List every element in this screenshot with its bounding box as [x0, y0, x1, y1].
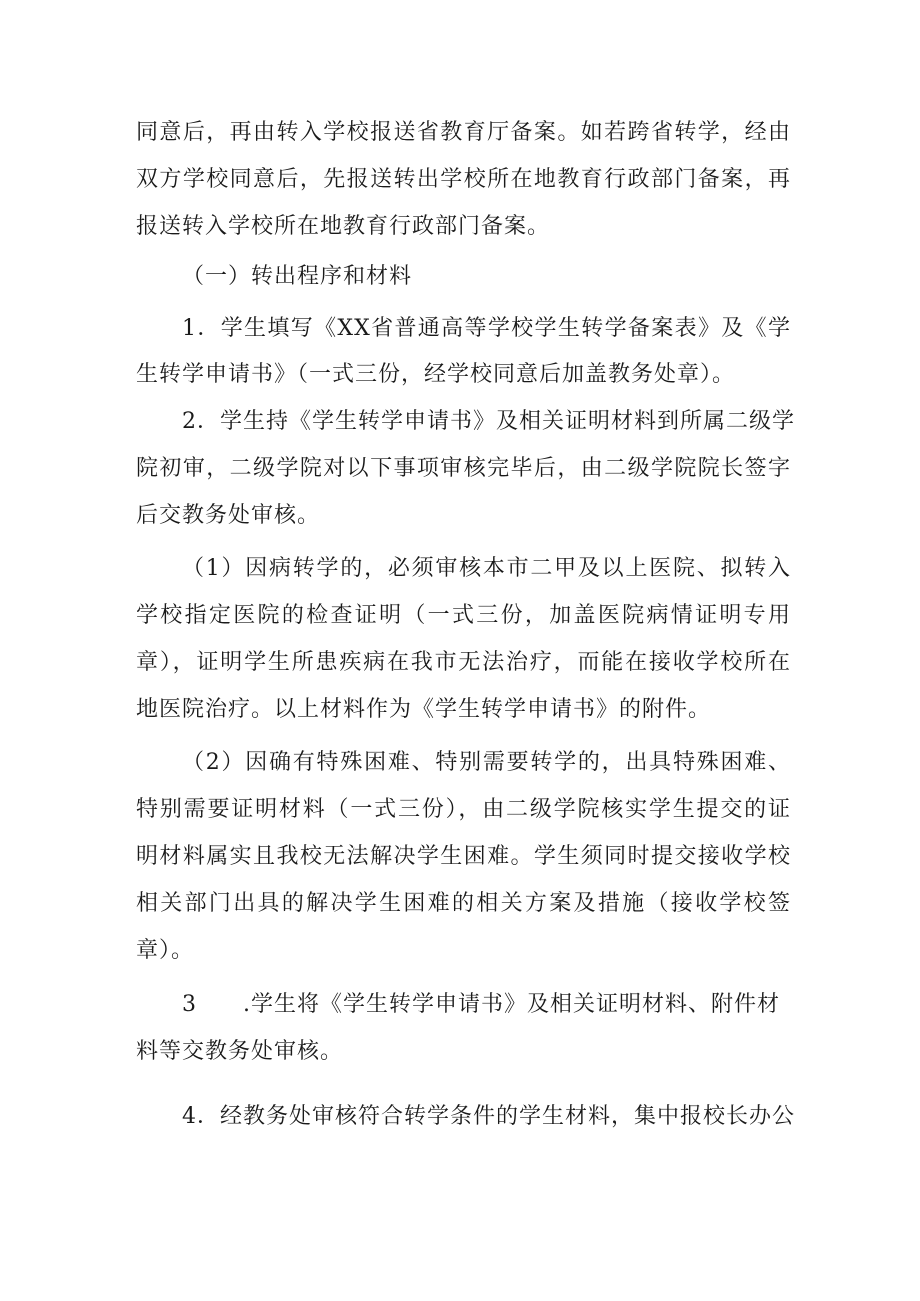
subitem-1-line-4: 地医院治疗。以上材料作为《学生转学申请书》的附件。 — [136, 697, 712, 722]
item-4-line-1: 4．经教务处审核符合转学条件的学生材料，集中报校长办公 — [182, 1104, 795, 1129]
item-2-line-1: 2．学生持《学生转学申请书》及相关证明材料到所属二级学 — [182, 409, 795, 434]
subitem-2-line-5: 章）。 — [136, 938, 195, 963]
subitem-1-line-1: （1）因病转学的，必须审核本市二甲及以上医院、拟转入 — [182, 556, 791, 581]
subitem-2-line-4: 相关部门出具的解决学生困难的相关方案及措施（接收学校签 — [136, 891, 791, 916]
item-1-line-2: 生转学申请书》（一式三份，经学校同意后加盖教务处章）。 — [136, 362, 736, 387]
item-3-text: .学生将《学生转学申请书》及相关证明材料、附件材 — [243, 992, 780, 1017]
paragraph-1-line-1: 同意后，再由转入学校报送省教育厅备案。如若跨省转学，经由 — [136, 120, 791, 145]
item-3-number: 3 — [182, 992, 197, 1017]
paragraph-1-line-2: 双方学校同意后，先报送转出学校所在地教育行政部门备案，再 — [136, 167, 791, 192]
subitem-2-line-2: 特别需要证明材料（一式三份），由二级学院核实学生提交的证 — [136, 797, 791, 822]
item-2-line-3: 后交教务处审核。 — [136, 503, 321, 528]
item-3-line-2: 料等交教务处审核。 — [136, 1039, 344, 1064]
item-2-line-2: 院初审，二级学院对以下事项审核完毕后，由二级学院院长签字 — [136, 456, 791, 481]
item-1-line-1: 1．学生填写《XX省普通高等学校学生转学备案表》及《学 — [182, 316, 791, 341]
subitem-1-line-3: 章），证明学生所患疾病在我市无法治疗，而能在接收学校所在 — [136, 650, 791, 675]
subitem-2-line-3: 明材料属实且我校无法解决学生困难。学生须同时提交接收学校 — [136, 844, 791, 869]
subitem-2-line-1: （2）因确有特殊困难、特别需要转学的，出具特殊困难、 — [182, 750, 791, 775]
section-heading: （一）转出程序和材料 — [182, 264, 413, 289]
item-3-line-1 — [182, 990, 791, 1020]
paragraph-1-line-3: 报送转入学校所在地教育行政部门备案。 — [136, 214, 551, 239]
subitem-1-line-2: 学校指定医院的检查证明（一式三份，加盖医院病情证明专用 — [136, 603, 791, 628]
